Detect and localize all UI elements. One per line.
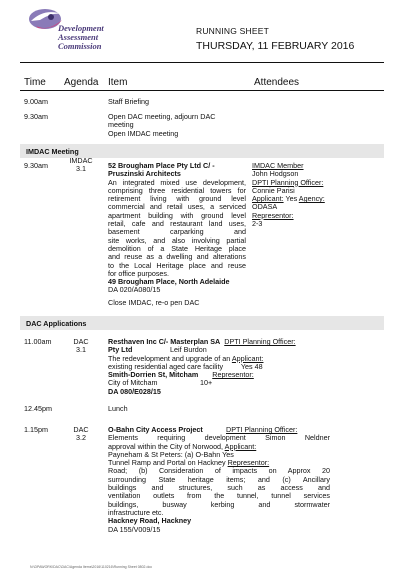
row-time: 1.15pm bbox=[24, 425, 48, 434]
dac-3-1-item: Resthaven Inc C/- Masterplan SA DPTI Planning Officer: Pty Ltd Leif Burdon The redevelopment and upgrade of an Applicant: existing residential aged care facility Yes 48 Smith-Dorrien St, Mitcham Representor: City of Mitcham 10+ DA 080/E028/15 bbox=[108, 337, 296, 396]
row-time: 9.30am bbox=[24, 161, 48, 170]
row-time: 11.00am bbox=[24, 337, 52, 346]
organisation-logo-text: Development Assessment Commission bbox=[58, 23, 104, 51]
section-header-imdac: IMDAC Meeting bbox=[20, 144, 384, 158]
section-header-dac: DAC Applications bbox=[20, 316, 384, 330]
imdac-item: 52 Brougham Place Pty Ltd C/ - Pruszinski Architects An integrated mixed use development, comprising three residential towers for retirement living with ground level commercial and retail uses, a serviced apartment building with ground level retail, cafe and restaurant land uses, basement carparking and site works, and also involving partial demolition of a State Heritage place and reuse as a dwelling and alterations to the Local Heritage place and reuse for office purposes. 49 Brougham Place, North Adelaide DA 020/A080/15 Close IMDAC, re-o pen DAC bbox=[108, 161, 246, 307]
row-item: Staff Briefing bbox=[108, 97, 150, 106]
column-header-agenda: Agenda bbox=[64, 77, 99, 88]
column-header-time: Time bbox=[24, 77, 46, 88]
agenda-number: IMDAC 3.1 bbox=[69, 156, 93, 174]
row-time: 9.00am bbox=[24, 97, 48, 106]
dac-3-2-item: O-Bahn City Access Project DPTI Planning Officer: Elements requiring development Simon Neldner approval within the City of Norwood, Applicant: Payneham & St Peters: (a) O-Bahn Yes Tunnel Ramp and Portal on Hackney Representor: Road; (b) Consideration of impacts on Approx 20 surrounding State heritage items; and (c) Ancillary buildings and structures, such as access and ventilation outlets from the tunnel, tunnel services buildings, busway kerbing and stormwater infrastructure etc. Hackney Road, Hackney DA 155/V009/15 bbox=[108, 425, 330, 534]
file-path-footer: N:\DPAWORK\DAC\DAC\Agenda Items\2016\110216\Running Sheet 0802.doc bbox=[30, 565, 153, 569]
column-header-divider bbox=[20, 90, 384, 91]
imdac-attendees: IMDAC Member John Hodgson DPTI Planning Officer: Connie Parisi Applicant: Yes Agency: ODASA Representor: 2-3 bbox=[252, 161, 325, 229]
column-header-attendees: Attendees bbox=[254, 77, 300, 88]
row-item: Open DAC meeting, adjourn DAC meeting Open IMDAC meeting bbox=[108, 112, 216, 138]
column-header-item: Item bbox=[108, 77, 128, 88]
row-time: 9.30am bbox=[24, 112, 48, 121]
row-item: Lunch bbox=[108, 404, 128, 413]
agenda-number: DAC 3.1 bbox=[73, 337, 89, 355]
row-time: 12.45pm bbox=[24, 404, 52, 413]
header-divider bbox=[20, 62, 384, 63]
document-title: RUNNING SHEET bbox=[196, 26, 269, 36]
meeting-date: THURSDAY, 11 FEBRUARY 2016 bbox=[196, 40, 355, 52]
agenda-number: DAC 3.2 bbox=[73, 425, 89, 443]
